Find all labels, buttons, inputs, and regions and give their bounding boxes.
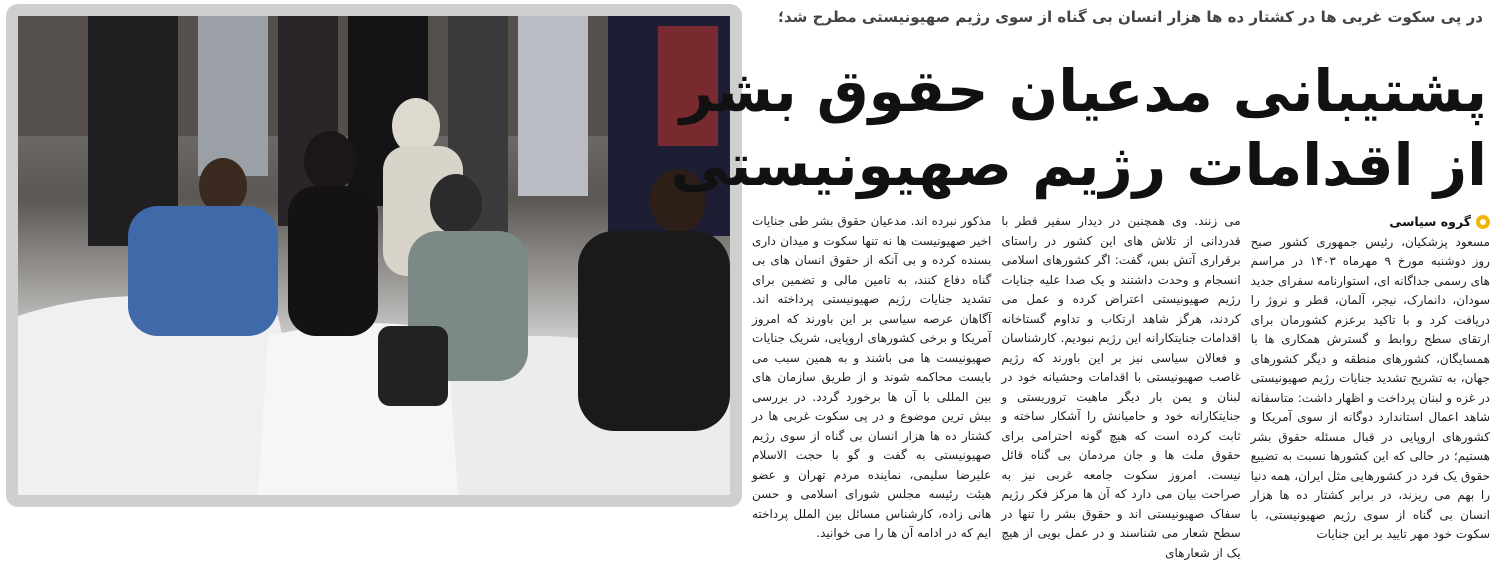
byline-label: گروه سیاسی bbox=[1389, 214, 1471, 229]
headline-line-2: از اقدامات رژیم صهیونیستی bbox=[670, 131, 1487, 199]
news-photo bbox=[18, 16, 730, 495]
column-3-text: مذکور نبرده اند. مدعیان حقوق بشر طی جنایات اخیر صهیونیست ها نه تنها سکوت و میدان داری بسنده کرده و بی آنکه از حقوق انسان های بی گناه دفاع کنند، به تامین مالی و تضمین برای تشدید جنایات رژیم صهیونیستی پرداخته اند. آگاهان عرصه سیاسی بر این باورند که امروز آمریکا و برخی کشورهای اروپایی، شریک جنایات صهیونیست ها می باشند و به همین سبب می بایست محاکمه شوند و از طریق سازمان های بین المللی با آن ها برخورد گردد. در بررسی بیش ترین موضوع و در پی سکوت غربی ها در کشتار ده ها هزار انسان بی گناه از سوی رژیم صهیونیستی به گفت و گو با حجت الاسلام علیرضا سلیمی، نماینده مردم تهران و عضو هیئت رئیسه مجلس شورای اسلامی و حسن هانی زاده، کارشناس مسائل بین الملل پرداخته ایم که در ادامه آن ها را می خوانید. bbox=[752, 214, 992, 540]
photo-image-icon bbox=[18, 16, 730, 495]
article-columns bbox=[752, 212, 1490, 560]
column-3 bbox=[752, 212, 992, 540]
headline-line-1: پشتیبانی مدعیان حقوق بشر bbox=[679, 57, 1487, 125]
kicker: در پی سکوت غربی ها در کشتار ده ها هزار انسان بی گناه از سوی رژیم صهیونیستی مطرح شد؛ bbox=[778, 8, 1483, 26]
photo-frame bbox=[6, 4, 742, 507]
column-2 bbox=[1001, 212, 1241, 560]
byline bbox=[1251, 212, 1490, 232]
column-2-text: می زنند. وی همچنین در دیدار سفیر قطر با قدردانی از تلاش های این کشور در راستای برقراری آتش بس، گفت: اگر کشورهای اسلامی انسجام و وحدت داشتند و یک صدا علیه جنایات رژیم صهیونیستی اعتراض کرده و عمل می کردند، هرگز شاهد ارتکاب و تداوم گستاخانه اقدامات جنایتکارانه این رژیم نبودیم. کارشناسان و فعالان سیاسی نیز بر این باورند که رژیم غاصب صهیونیستی با اقدامات وحشیانه خود در لبنان و یمن بار دیگر ماهیت تروریستی و جنایتکارانه خود و حامیانش را آشکار ساخته و ثابت کرده است که هیچ گونه احترامی برای حقوق ملت ها و جان مردمان بی گناه قائل نیست. امروز سکوت جامعه غربی نیز به صراحت بیان می دارد که آن ها مرکز فکر رژیم سفاک صهیونیستی اند و حقوق بشر را تنها در سطح شعار می شناسند و در عمل بویی از هیچ یک از شعارهای bbox=[1001, 214, 1241, 560]
column-1-text: مسعود پزشکیان، رئیس جمهوری کشور صبح روز دوشنبه مورخ ۹ مهرماه ۱۴۰۳ در مراسم های رسمی جداگانه ای، استوارنامه سفرای جدید سودان، دانمارک، نیجر، آلمان، قطر و نروژ را دریافت کرد و با تاکید برعزم کشورمان برای ارتقای سطح روابط و گسترش همکاری ها با همسایگان، کشورهای منطقه و دیگر کشورهای جهان، به تشریح تشدید جنایات رژیم صهیونیستی در غزه و لبنان پرداخت و اظهار داشت: متاسفانه شاهد اعمال استاندارد دوگانه از سوی آمریکا و کشورهای اروپایی در قبال مسئله حقوق بشر هستیم؛ در حالی که این کشورها نسبت به تضییع حقوق یک فرد در کشورهایی مثل ایران، همه دنیا را بهم می ریزند، در برابر کشتار ده ها هزار انسان بی گناه از سوی رژیم صهیونیستی، با سکوت خود مهر تایید بر این جنایات bbox=[1250, 234, 1490, 541]
column-1 bbox=[1250, 212, 1490, 541]
section-bullet-icon bbox=[1476, 215, 1490, 229]
